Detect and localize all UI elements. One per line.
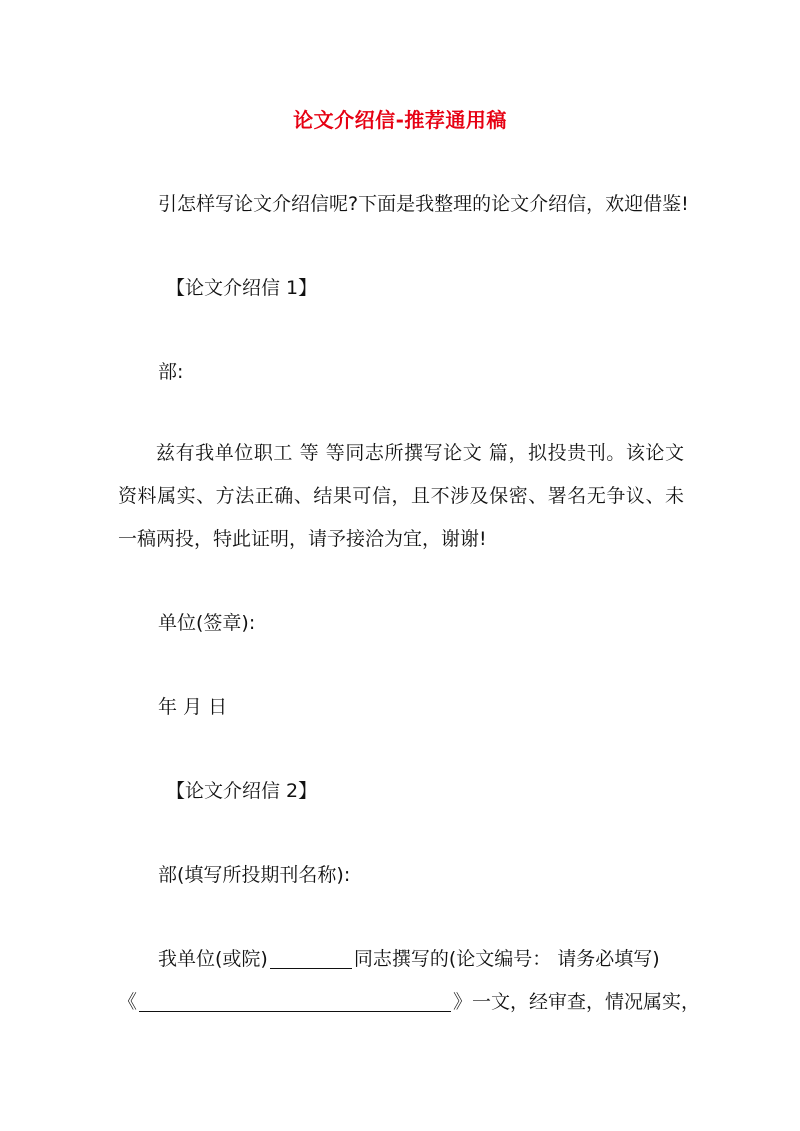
letter1-heading: 【论文介绍信 1】 bbox=[166, 277, 318, 299]
intro-paragraph: 引怎样写论文介绍信呢?下面是我整理的论文介绍信，欢迎借鉴! bbox=[158, 193, 689, 215]
letter2-heading: 【论文介绍信 2】 bbox=[166, 780, 318, 802]
letter1-date: 年 月 日 bbox=[158, 696, 228, 718]
letter2-salutation: 部(填写所投期刊名称): bbox=[158, 864, 351, 886]
letter2-line1 bbox=[118, 944, 724, 974]
letter2-line2-open: 《 bbox=[118, 991, 138, 1013]
paper-title-blank-underline bbox=[139, 991, 451, 1012]
letter1-body: 兹有我单位职工 等 等同志所撰写论文 篇，拟投贵刊。该论文资料属实、方法正确、结果可信，且不涉及保密、署名无争议、未一稿两投，特此证明，请予接洽为宜，谢谢! bbox=[118, 442, 684, 550]
author-blank-underline bbox=[270, 948, 352, 969]
letter1-salutation: 部: bbox=[158, 361, 184, 383]
letter1-signature: 单位(签章): bbox=[158, 612, 256, 634]
letter2-line2-close: 》一文，经审查，情况属实， bbox=[453, 991, 701, 1013]
letter2-line2 bbox=[118, 987, 701, 1017]
document-title: 论文介绍信-推荐通用稿 bbox=[293, 108, 507, 132]
letter2-line1-part2: 同志撰写的(论文编号： 请务必填写) bbox=[353, 948, 660, 970]
letter2-line1-part1: 我单位(或院) bbox=[158, 948, 268, 970]
